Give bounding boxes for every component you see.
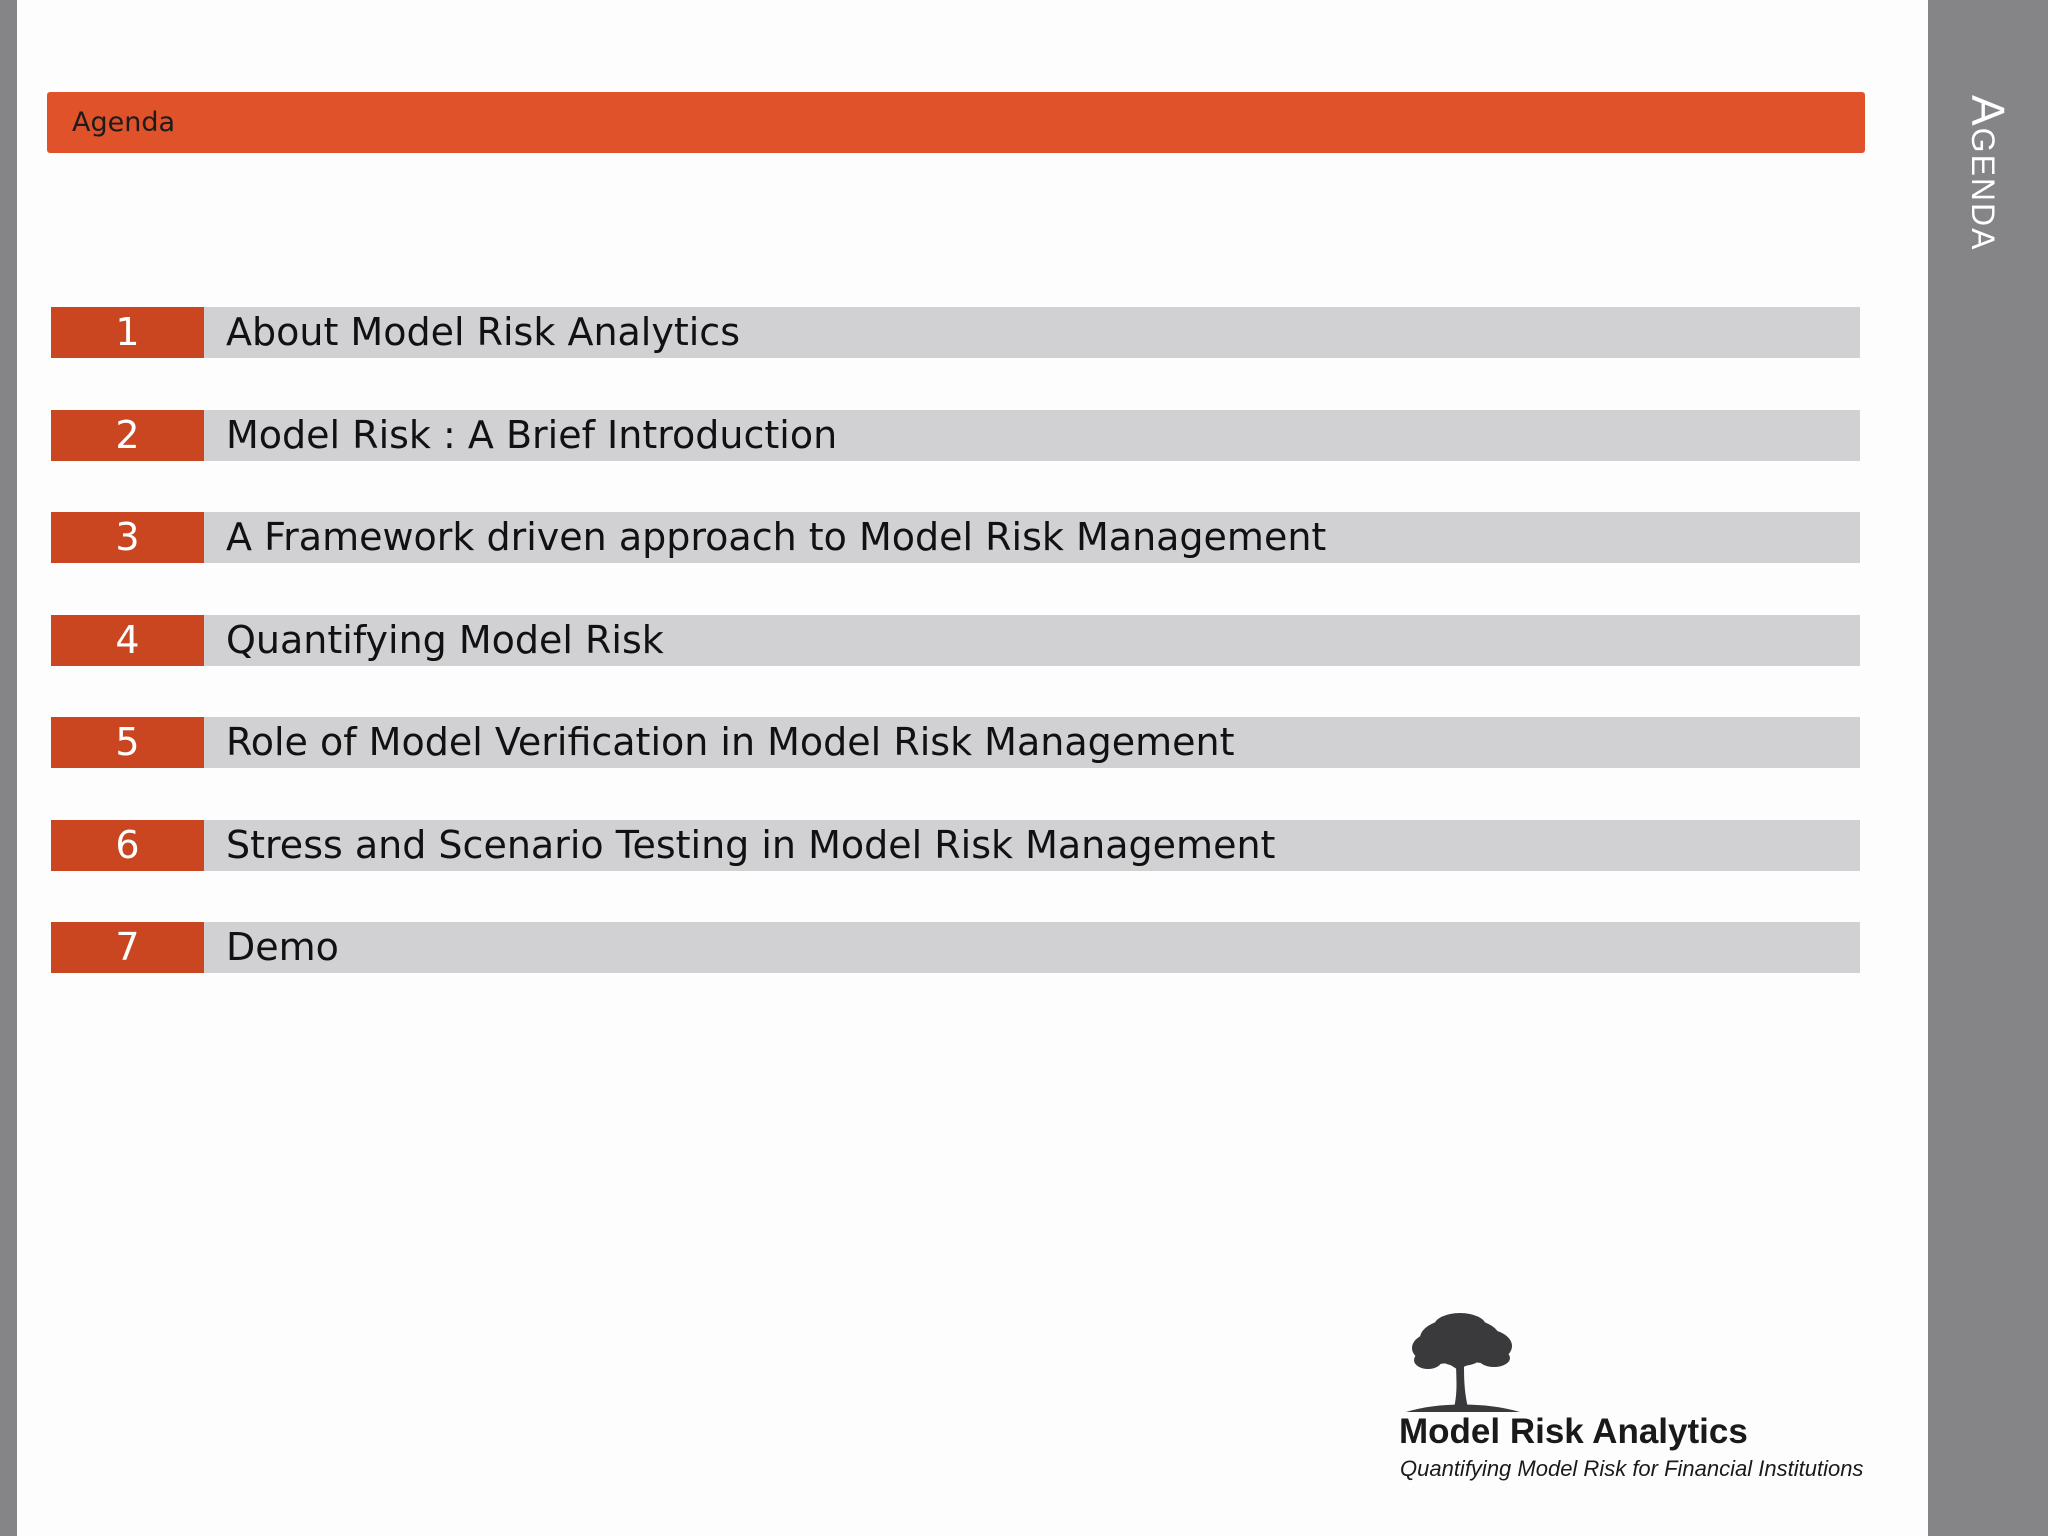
agenda-item-label: Role of Model Verification in Model Risk Management xyxy=(204,717,1860,768)
agenda-item xyxy=(51,820,1860,871)
agenda-item-number: 7 xyxy=(51,922,204,973)
agenda-item-number: 3 xyxy=(51,512,204,563)
agenda-item-number: 5 xyxy=(51,717,204,768)
left-border-strip xyxy=(0,0,17,1536)
agenda-item-number: 2 xyxy=(51,410,204,461)
logo-tagline: Quantifying Model Risk for Financial Institutions xyxy=(1400,1456,1864,1481)
agenda-item xyxy=(51,717,1860,768)
agenda-item-label: Stress and Scenario Testing in Model Risk Management xyxy=(204,820,1860,871)
agenda-item xyxy=(51,410,1860,461)
side-title-text: Agenda xyxy=(1962,95,2014,252)
agenda-item-label: Quantifying Model Risk xyxy=(204,615,1860,666)
side-section-title xyxy=(1928,0,2048,1536)
agenda-item xyxy=(51,307,1860,358)
agenda-item xyxy=(51,922,1860,973)
header-bar xyxy=(47,92,1865,153)
agenda-item-label: Demo xyxy=(204,922,1860,973)
agenda-list xyxy=(51,307,1860,1025)
header-title: Agenda xyxy=(72,107,176,138)
agenda-item-number: 1 xyxy=(51,307,204,358)
agenda-item-label: A Framework driven approach to Model Risk Management xyxy=(204,512,1860,563)
agenda-item xyxy=(51,512,1860,563)
agenda-item xyxy=(51,615,1860,666)
agenda-item-number: 6 xyxy=(51,820,204,871)
tree-icon xyxy=(1398,1308,1528,1416)
agenda-item-label: About Model Risk Analytics xyxy=(204,307,1860,358)
agenda-item-label: Model Risk : A Brief Introduction xyxy=(204,410,1860,461)
agenda-item-number: 4 xyxy=(51,615,204,666)
logo-company-name: Model Risk Analytics xyxy=(1399,1412,1748,1451)
company-logo xyxy=(1398,1308,1898,1488)
